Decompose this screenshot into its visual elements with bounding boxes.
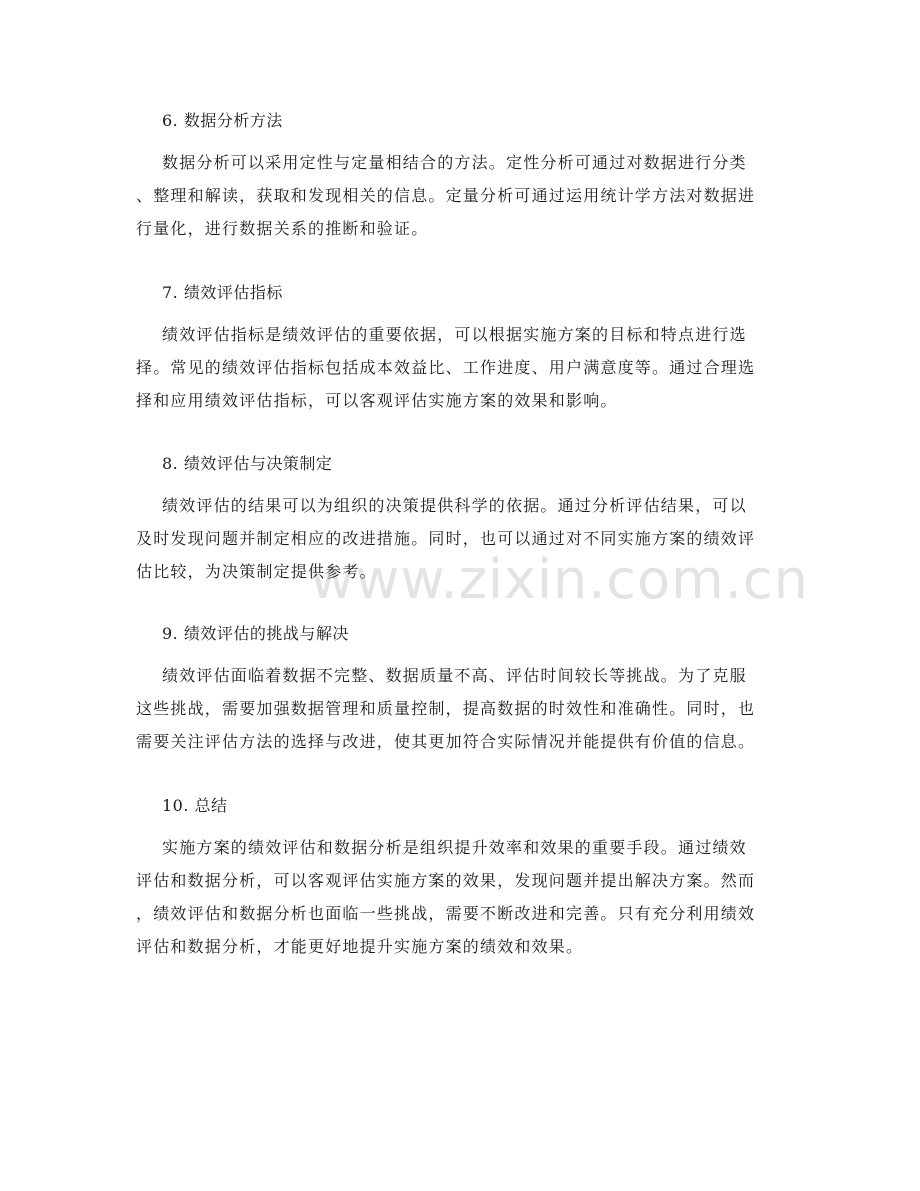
paragraph-line: 实施方案的绩效评估和数据分析是组织提升效率和效果的重要手段。通过绩效 [162, 838, 747, 857]
paragraph-line: 行量化，进行数据关系的推断和验证。 [136, 219, 429, 238]
section-paragraph-10 [136, 831, 786, 963]
paragraph-line: 绩效评估面临着数据不完整、数据质量不高、评估时间较长等挑战。为了克服 [162, 666, 747, 685]
watermark: www.zixin.com.cn [310, 548, 809, 611]
paragraph-line: 这些挑战，需要加强数据管理和质量控制，提高数据的时效性和准确性。同时，也 [136, 699, 756, 718]
paragraph-line: 评估和数据分析，才能更好地提升实施方案的绩效和效果。 [136, 937, 584, 956]
paragraph-line: 择。常见的绩效评估指标包括成本效益比、工作进度、用户满意度等。通过合理选 [136, 358, 756, 377]
section-paragraph-8 [136, 489, 786, 588]
paragraph-line: 评估和数据分析，可以客观评估实施方案的效果，发现问题并提出解决方案。然而 [136, 871, 756, 890]
paragraph-line: 估比较，为决策制定提供参考。 [136, 562, 377, 581]
paragraph-line: 需要关注评估方法的选择与改进，使其更加符合实际情况并能提供有价值的信息。 [136, 732, 756, 751]
section-heading-8: 8. 绩效评估与决策制定 [162, 454, 333, 473]
section-paragraph-9 [136, 659, 786, 758]
paragraph-line: 绩效评估的结果可以为组织的决策提供科学的依据。通过分析评估结果，可以 [162, 496, 747, 515]
section-heading-9: 9. 绩效评估的挑战与解决 [162, 624, 349, 643]
paragraph-line: 绩效评估指标是绩效评估的重要依据，可以根据实施方案的目标和特点进行选 [162, 325, 747, 344]
section-heading-7: 7. 绩效评估指标 [162, 283, 283, 302]
paragraph-line: 数据分析可以采用定性与定量相结合的方法。定性分析可通过对数据进行分类 [162, 153, 747, 172]
paragraph-line: 、整理和解读，获取和发现相关的信息。定量分析可通过运用统计学方法对数据进 [136, 186, 756, 205]
section-heading-10: 10. 总结 [162, 796, 228, 815]
paragraph-line: 择和应用绩效评估指标，可以客观评估实施方案的效果和影响。 [136, 391, 618, 410]
paragraph-line: 及时发现问题并制定相应的改进措施。同时，也可以通过对不同实施方案的绩效评 [136, 529, 756, 548]
section-heading-6: 6. 数据分析方法 [162, 111, 283, 130]
section-paragraph-7 [136, 318, 786, 417]
section-paragraph-6 [136, 146, 786, 245]
paragraph-line: ，绩效评估和数据分析也面临一些挑战，需要不断改进和完善。只有充分利用绩效 [136, 904, 756, 923]
